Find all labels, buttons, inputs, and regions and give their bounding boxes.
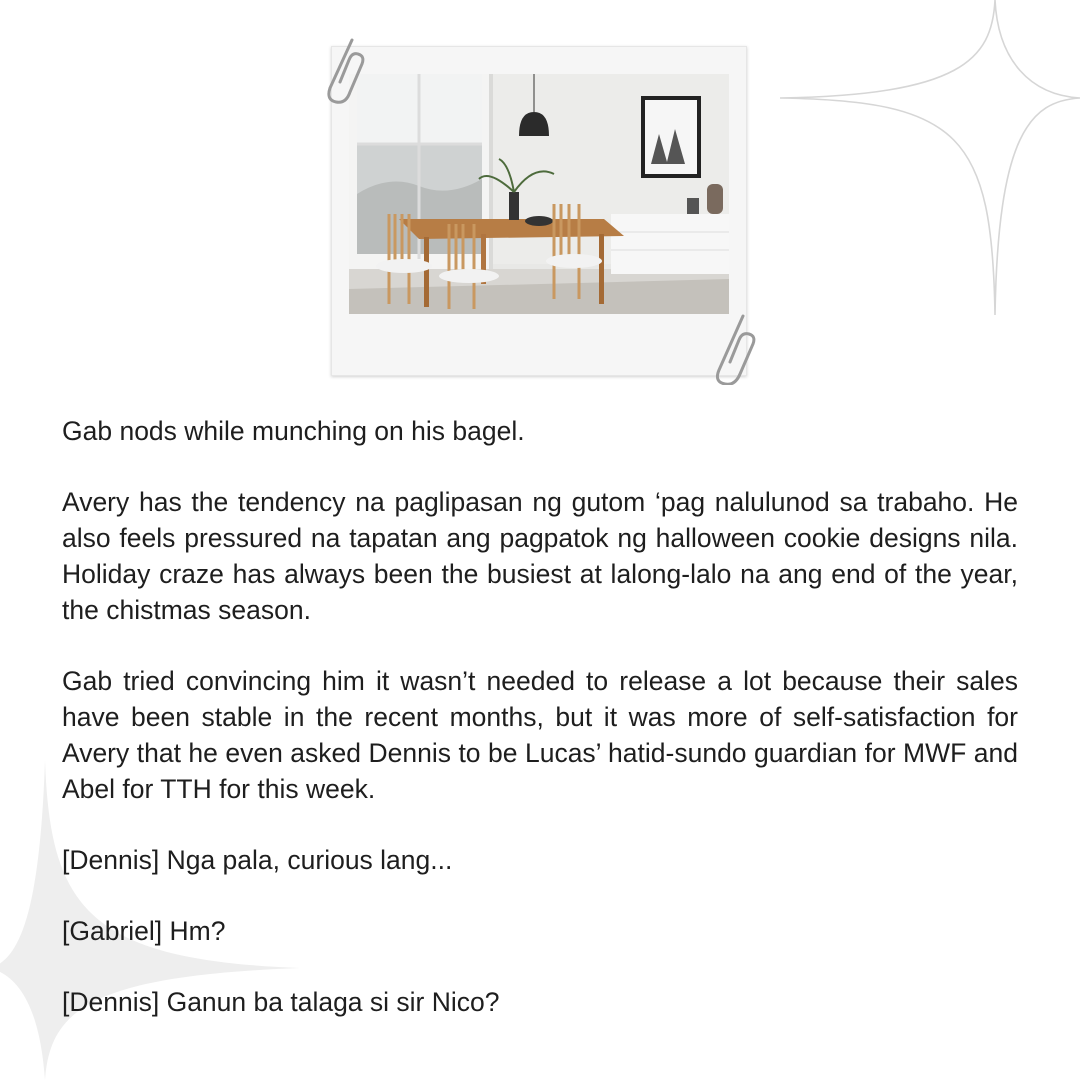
photo-frame — [331, 46, 747, 376]
paragraph-1: Gab nods while munching on his bagel. — [62, 416, 525, 446]
dining-room-photo — [349, 74, 729, 314]
story-text — [62, 413, 1018, 1055]
paperclip-icon — [318, 30, 368, 105]
dialogue-dennis-2: [Dennis] Ganun ba talaga si sir Nico? — [62, 987, 500, 1017]
dialogue-dennis-1: [Dennis] Nga pala, curious lang... — [62, 845, 453, 875]
paperclip-icon — [705, 310, 760, 385]
sparkle-outline-icon — [770, 0, 1080, 320]
paragraph-2: Avery has the tendency na paglipasan ng gutom ‘pag nalulunod sa trabaho. He also feels pressured na tapatan ang pagpatok ng halloween cookie designs nila. Holiday craze has always been the busiest at lalong-lalo na ang end of the year, the chistmas season. — [62, 487, 1018, 625]
dialogue-gabriel: [Gabriel] Hm? — [62, 916, 226, 946]
paragraph-3: Gab tried convincing him it wasn’t needed to release a lot because their sales have been stable in the recent months, but it was more of self-satisfaction for Avery that he even asked Dennis to be Lucas’ hatid-sundo guardian for MWF and Abel for TTH for this week. — [62, 666, 1018, 804]
